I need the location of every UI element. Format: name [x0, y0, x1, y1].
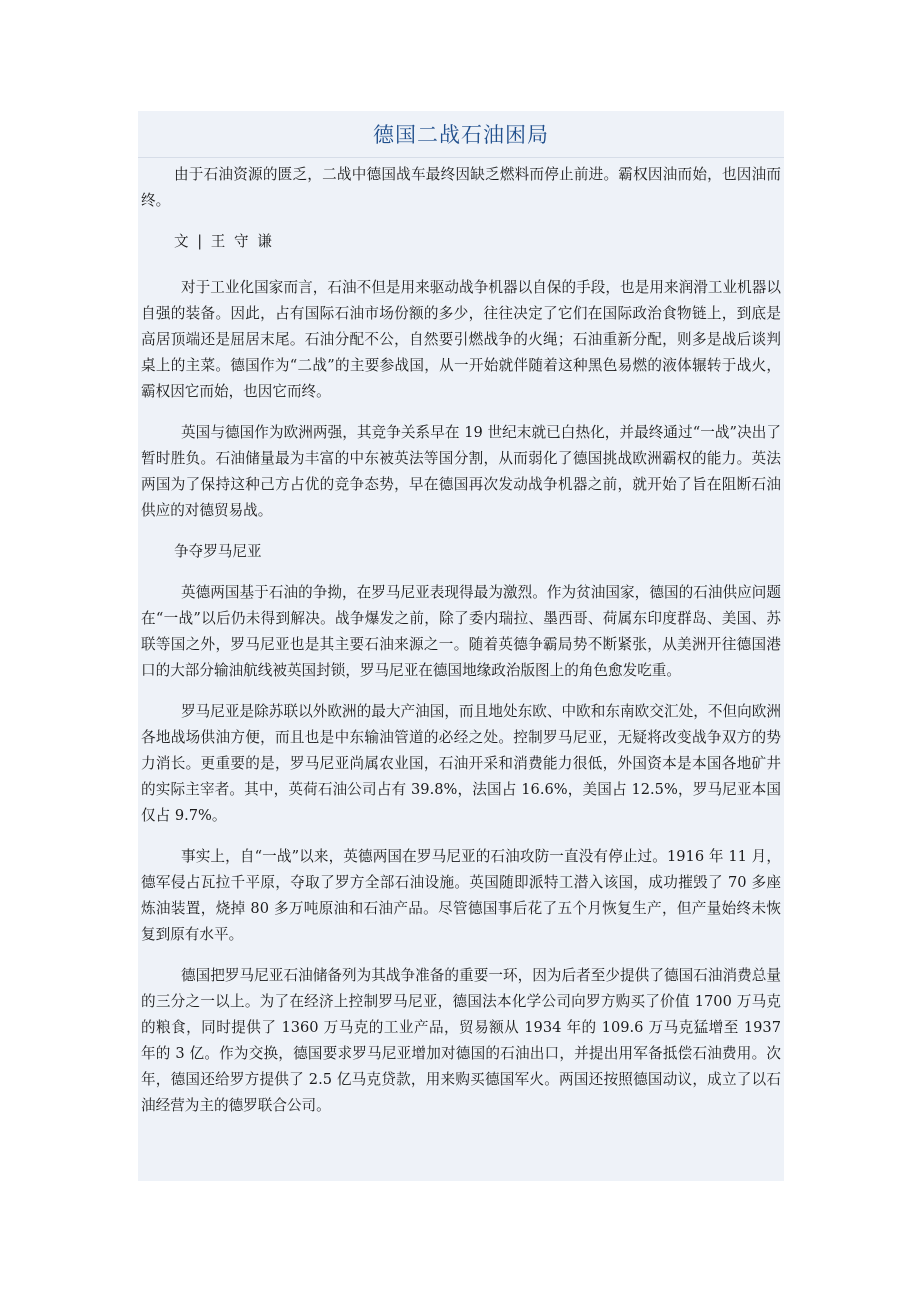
article-body [138, 158, 784, 1119]
article [138, 111, 784, 1181]
article-byline: 文 | 王 守 谦 [174, 233, 274, 250]
paragraph: 德国把罗马尼亚石油储备列为其战争准备的重要一环，因为后者至少提供了德国石油消费总量的三分之一以上。为了在经济上控制罗马尼亚，德国法本化学公司向罗方购买了价值 1700 万马克的粮食，同时提供了 1360 万马克的工业产品，贸易额从 1934 年的 109.6 万马克猛增至 1937 年的 3 亿。作为交换，德国要求罗马尼亚增加对德国的石油出口，并提出用军备抵偿石油费用。次年，德国还给罗方提供了 2.5 亿马克贷款，用来购买德国军火。两国还按照德国动议，成立了以石油经营为主的德罗联合公司。 [141, 967, 781, 1114]
article-title: 德国二战石油困局 [373, 123, 549, 147]
paragraph: 对于工业化国家而言，石油不但是用来驱动战争机器以自保的手段，也是用来润滑工业机器以自强的装备。因此，占有国际石油市场份额的多少，往往决定了它们在国际政治食物链上，到底是高居顶端还是屈居末尾。石油分配不公，自然要引燃战争的火绳；石油重新分配，则多是战后谈判桌上的主菜。德国作为“二战”的主要参战国，从一开始就伴随着这种黑色易燃的液体辗转于战火，霸权因它而始，也因它而终。 [141, 279, 781, 400]
paragraph: 事实上，自“一战”以来，英德两国在罗马尼亚的石油攻防一直没有停止过。1916 年 11 月，德军侵占瓦拉千平原，夺取了罗方全部石油设施。英国随即派特工潜入该国，成功摧毁了 70 多座炼油装置，烧掉 80 多万吨原油和石油产品。尽管德国事后花了五个月恢复生产，但产量始终未恢复到原有水平。 [141, 848, 781, 943]
section-heading: 争夺罗马尼亚 [174, 543, 262, 560]
title-bar [138, 111, 784, 158]
paragraph: 英德两国基于石油的争拗，在罗马尼亚表现得最为激烈。作为贫油国家，德国的石油供应问题在“一战”以后仍未得到解决。战争爆发之前，除了委内瑞拉、墨西哥、荷属东印度群岛、美国、苏联等国之外，罗马尼亚也是其主要石油来源之一。随着英德争霸局势不断紧张，从美洲开往德国港口的大部分输油航线被英国封锁，罗马尼亚在德国地缘政治版图上的角色愈发吃重。 [141, 584, 781, 679]
paragraph: 罗马尼亚是除苏联以外欧洲的最大产油国，而且地处东欧、中欧和东南欧交汇处，不但向欧洲各地战场供油方便，而且也是中东输油管道的必经之处。控制罗马尼亚，无疑将改变战争双方的势力消长。更重要的是，罗马尼亚尚属农业国，石油开采和消费能力很低，外国资本是本国各地矿井的实际主宰者。其中，英荷石油公司占有 39.8%，法国占 16.6%，美国占 12.5%，罗马尼亚本国仅占 9.7%。 [141, 703, 781, 824]
paragraph: 英国与德国作为欧洲两强，其竞争关系早在 19 世纪末就已白热化，并最终通过“一战”决出了暂时胜负。石油储量最为丰富的中东被英法等国分割，从而弱化了德国挑战欧洲霸权的能力。英法两国为了保持这种己方占优的竞争态势，早在德国再次发动战争机器之前，就开始了旨在阻断石油供应的对德贸易战。 [141, 424, 781, 519]
article-lead: 由于石油资源的匮乏，二战中德国战车最终因缺乏燃料而停止前进。霸权因油而始，也因油而终。 [141, 166, 781, 209]
